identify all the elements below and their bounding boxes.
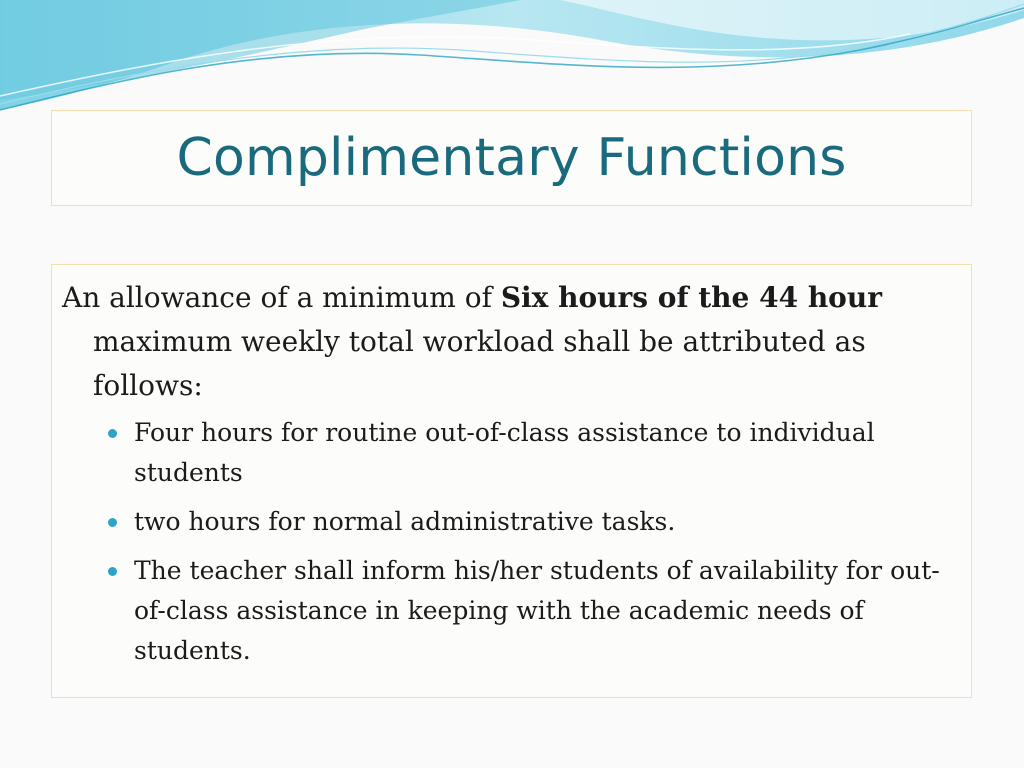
content-box [51, 264, 972, 698]
bullet-dot-icon [108, 567, 117, 576]
slide-title: Complimentary Functions [176, 128, 847, 188]
bullet-text: two hours for normal administrative tasks. [134, 507, 676, 536]
bullet-item [102, 502, 957, 542]
bullet-dot-icon [108, 429, 117, 438]
title-box [51, 110, 972, 206]
bullet-text: Four hours for routine out-of-class assistance to individual students [134, 418, 875, 487]
lead-paragraph [62, 276, 953, 408]
lead-bold-text: Six hours of the 44 hour [500, 281, 882, 314]
bullet-list [102, 413, 957, 680]
bullet-text: The teacher shall inform his/her students of availability for out-of-class assistance in keeping with the academic needs of students. [134, 556, 940, 665]
lead-text-after: maximum weekly total workload shall be attributed as follows: [93, 325, 866, 402]
bullet-dot-icon [108, 518, 117, 527]
lead-text-before: An allowance of a minimum of [62, 281, 501, 314]
bullet-item [102, 551, 957, 671]
bullet-item [102, 413, 957, 493]
